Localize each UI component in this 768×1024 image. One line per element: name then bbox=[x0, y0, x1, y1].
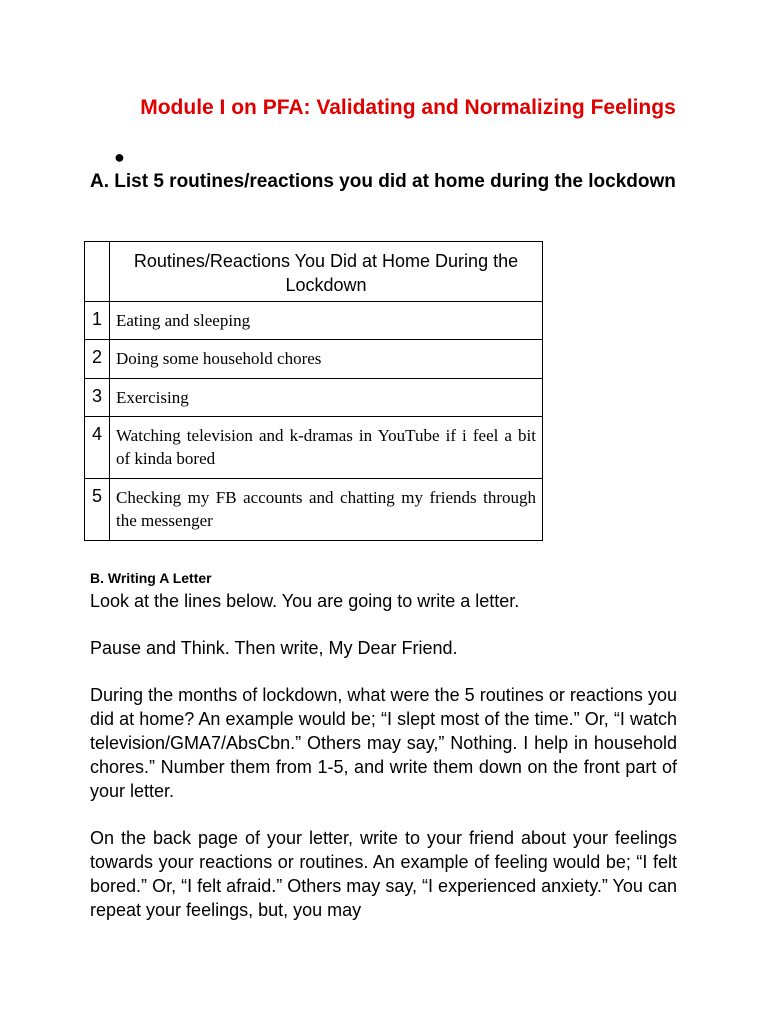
section-a-heading: A. List 5 routines/reactions you did at home during the lockdown bbox=[90, 171, 676, 192]
table-header-cell: Routines/Reactions You Did at Home During the Lockdown bbox=[110, 242, 543, 302]
paragraph-feelings-prompt: On the back page of your letter, write to your friend about your feelings towards your reactions or routines. An example of feeling would be; “I felt bored.” Or, “I felt afraid.” Others may say, “I experienced anxiety.” You can repeat your feelings, but, you may bbox=[90, 828, 677, 920]
row-number: 3 bbox=[85, 379, 110, 417]
paragraph-instruction-lines: Look at the lines below. You are going to write a letter. bbox=[90, 591, 520, 611]
bullet-point: ● bbox=[114, 147, 125, 167]
table-header-row bbox=[85, 242, 543, 302]
table-row bbox=[85, 379, 543, 417]
row-number: 5 bbox=[85, 479, 110, 541]
routines-table bbox=[84, 241, 543, 541]
row-text: Checking my FB accounts and chatting my friends through the messenger bbox=[110, 479, 543, 541]
table-row bbox=[85, 479, 543, 541]
table-row bbox=[85, 302, 543, 340]
paragraph-routines-prompt: During the months of lockdown, what were the 5 routines or reactions you did at home? An example would be; “I slept most of the time.” Or, “I watch television/GMA7/AbsCbn.” Others may say,” Nothing. I help in household chores.” Number them from 1-5, and write them down on the front part of your letter. bbox=[90, 685, 677, 801]
row-text: Exercising bbox=[110, 379, 543, 417]
row-number: 2 bbox=[85, 340, 110, 379]
table-row bbox=[85, 340, 543, 379]
section-b-heading: B. Writing A Letter bbox=[90, 570, 212, 586]
row-number: 1 bbox=[85, 302, 110, 340]
row-number: 4 bbox=[85, 417, 110, 479]
row-text: Doing some household chores bbox=[110, 340, 543, 379]
row-text: Watching television and k-dramas in YouTube if i feel a bit of kinda bored bbox=[110, 417, 543, 479]
paragraph-pause-think: Pause and Think. Then write, My Dear Friend. bbox=[90, 638, 458, 658]
row-text: Eating and sleeping bbox=[110, 302, 543, 340]
table-header-number-cell bbox=[85, 242, 110, 302]
document-title: Module I on PFA: Validating and Normalizing Feelings bbox=[140, 96, 676, 119]
table-row bbox=[85, 417, 543, 479]
